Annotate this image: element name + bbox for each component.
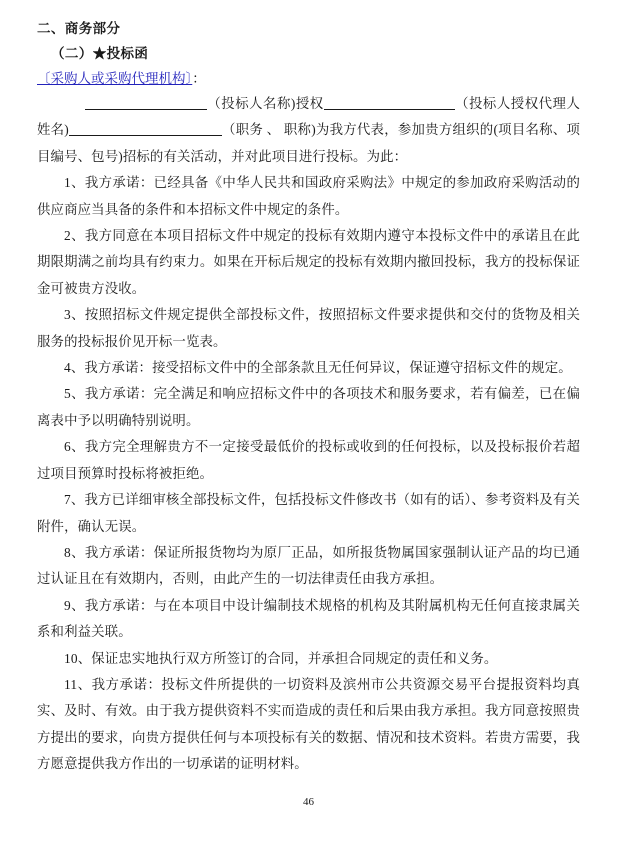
job-title-blank[interactable] — [69, 122, 222, 136]
agent-name-label: （投标人授权代理人姓名) — [37, 96, 580, 138]
clause-text: 我方承诺：已经具备《中华人民共和国政府采购法》中规定的参加政府采购活动的供应商应当具备的条件和本招标文件中规定的条件。 — [37, 175, 580, 217]
clause-number: 9、 — [64, 597, 85, 613]
clause-text: 我方已详细审核全部投标文件，包括投标文件修改书（如有的话）、参考资料及有关附件，确认无误。 — [37, 492, 580, 534]
clause-text: 我方同意在本项目招标文件中规定的投标有效期内遵守本投标文件中的承诺且在此期限期满之前均具有约束力。如果在开标后规定的投标有效期内撤回投标，我方的投标保证金可被贵方没收。 — [37, 228, 580, 296]
sub-heading: （二）★投标函 — [51, 46, 149, 61]
clause-text: 保证忠实地执行双方所签订的合同，并承担合同规定的责任和义务。 — [91, 650, 498, 666]
clause-7 — [37, 487, 580, 540]
clause-number: 10、 — [64, 650, 92, 666]
clause-number: 1、 — [64, 175, 85, 191]
clause-4 — [37, 355, 580, 381]
clause-9 — [37, 593, 580, 646]
bidder-name-blank[interactable] — [85, 96, 207, 110]
clause-text: 我方承诺：保证所报货物均为原厂正品，如所报货物属国家强制认证产品的均已通过认证且在有效期内，否则，由此产生的一切法律责任由我方承担。 — [37, 544, 580, 587]
bidder-name-label: （投标人名称)授权 — [207, 96, 324, 111]
project-label: (项目名称、项目编号、包号)招标的有关活动，并对此项目进行投标。为此： — [37, 122, 580, 164]
clause-8 — [37, 540, 580, 593]
clause-text: 我方完全理解贵方不一定接受最低价的投标或收到的任何投标，以及投标报价若超过项目预算时投标将被拒绝。 — [37, 439, 580, 481]
clause-number: 4、 — [64, 360, 85, 376]
addressee-line — [37, 66, 580, 91]
clause-6 — [37, 434, 580, 487]
job-title-label: （职务 、 职称)为我方代表，参加贵方组织的 — [221, 122, 494, 138]
addressee-colon: ： — [192, 71, 206, 86]
page-number: 46 — [303, 796, 314, 808]
agent-name-blank[interactable] — [324, 96, 455, 110]
clause-2 — [37, 223, 580, 302]
section-heading: 二、商务部分 — [37, 21, 121, 36]
clause-5 — [37, 381, 580, 434]
clause-number: 3、 — [64, 307, 85, 323]
clause-text: 我方承诺：投标文件所提供的一切资料及滨州市公共资源交易平台提报资料均真实、及时、有效。由于我方提供资料不实而造成的责任和后果由我方承担。我方同意按照贵方提出的要求，向贵方提供任何与本项投标有关的数据、情况和技术资料。若贵方需要，我方愿意提供我方作出的一切承诺的证明材料。 — [37, 676, 581, 772]
clause-3 — [37, 302, 580, 355]
clause-10 — [37, 646, 580, 672]
clause-11 — [37, 672, 580, 778]
clause-number: 8、 — [64, 544, 85, 560]
clause-number: 6、 — [64, 439, 85, 455]
clause-text: 我方承诺：与在本项目中设计编制技术规格的机构及其附属机构无任何直接隶属关系和利益关联。 — [37, 597, 580, 640]
clause-number: 5、 — [64, 386, 85, 402]
clause-number: 2、 — [64, 228, 85, 244]
intro-paragraph — [37, 91, 580, 170]
addressee-placeholder: 〔采购人或采购代理机构〕 — [37, 71, 193, 86]
document-body — [37, 16, 580, 778]
clause-text: 按照招标文件规定提供全部投标文件，按照招标文件要求提供和交付的货物及相关服务的投标报价见开标一览表。 — [37, 307, 580, 349]
clause-number: 7、 — [64, 492, 85, 508]
clause-1 — [37, 170, 580, 223]
clause-text: 我方承诺：完全满足和响应招标文件中的各项技术和服务要求，若有偏差，已在偏离表中予以明确特别说明。 — [37, 386, 580, 428]
clause-number: 11、 — [64, 676, 92, 692]
clause-text: 我方承诺：接受招标文件中的全部条款且无任何异议，保证遵守招标文件的规定。 — [84, 360, 572, 376]
